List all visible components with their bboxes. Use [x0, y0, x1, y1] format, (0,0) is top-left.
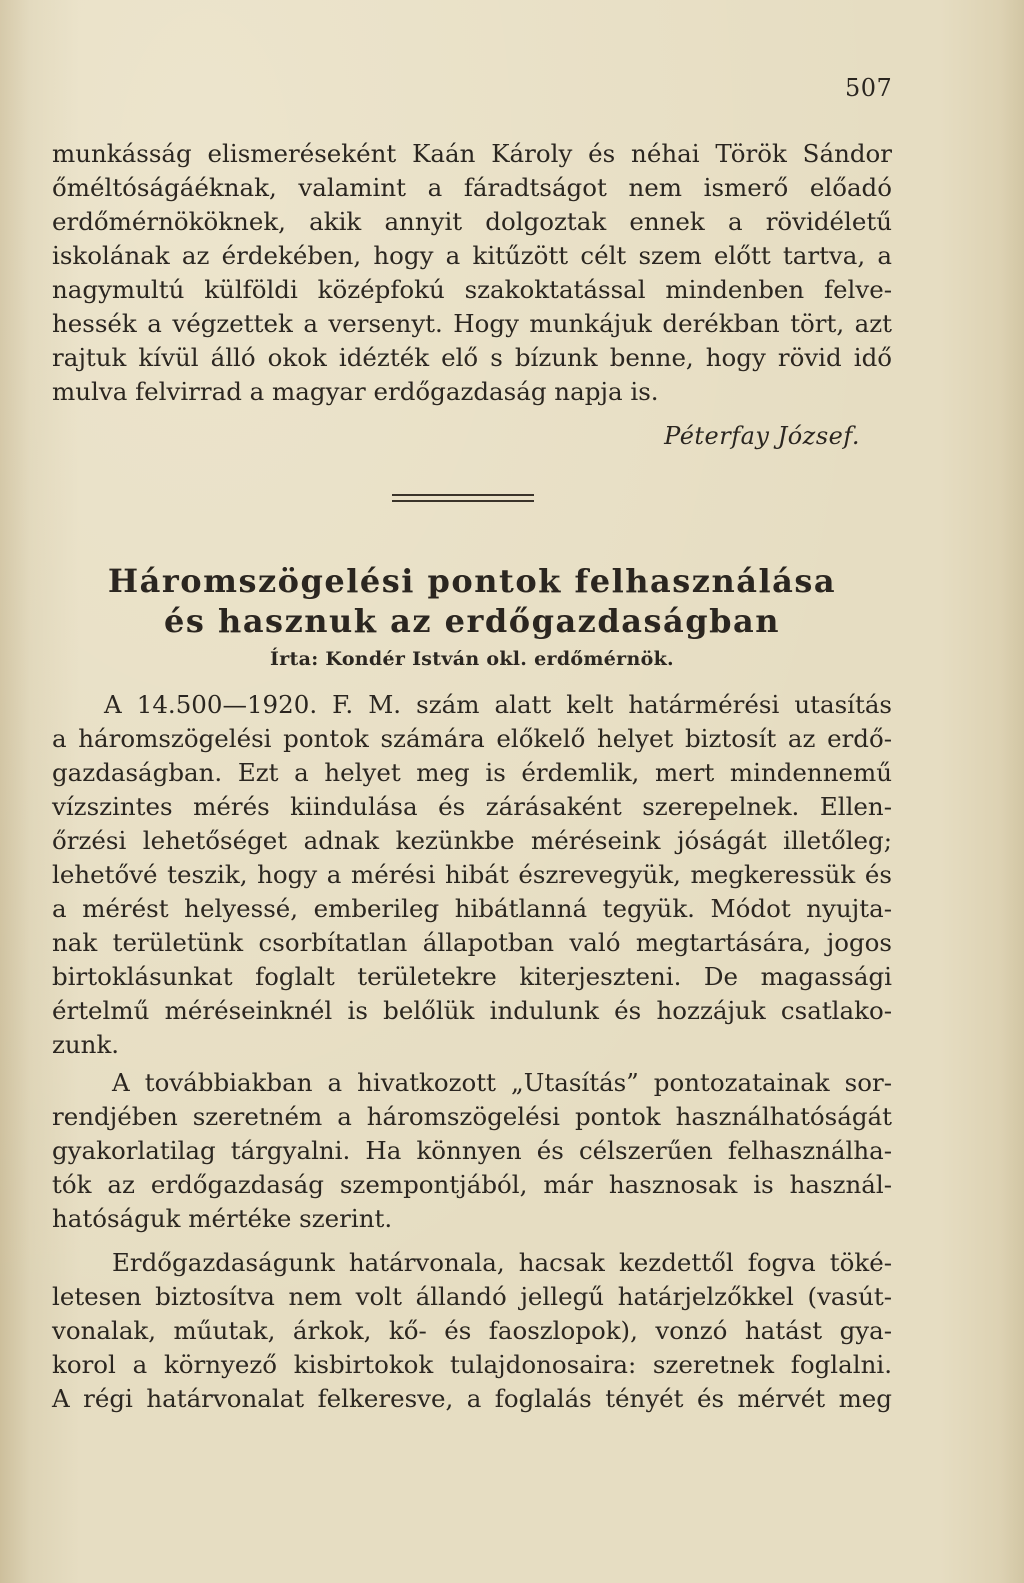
- text-line: hatóságuk mértéke szerint.: [52, 1204, 393, 1233]
- text-line: Erdőgazdaságunk határvonala, hacsak kezdettől fogva töké-: [112, 1248, 892, 1277]
- text-line: őméltóságáéknak, valamint a fáradtságot nem ismerő előadó: [52, 173, 892, 202]
- text-line: zunk.: [52, 1030, 120, 1059]
- text-line: nak területünk csorbítatlan állapotban való megtartására, jogos: [52, 928, 892, 957]
- text-line: birtoklásunkat foglalt területekre kiterjeszteni. De magassági: [52, 962, 892, 991]
- text-line: hessék a végzettek a versenyt. Hogy munkájuk derékban tört, azt: [52, 309, 892, 338]
- text-line: vonalak, műutak, árkok, kő- és faoszlopok), vonzó hatást gya-: [52, 1316, 892, 1345]
- text-line: erdőmérnököknek, akik annyit dolgoztak ennek a rövidéletű: [52, 207, 892, 236]
- text-line: korol a környező kisbirtokok tulajdonosaira: szeretnek foglalni.: [52, 1350, 892, 1379]
- text-line: vízszintes mérés kiindulása és zárásaként szerepelnek. Ellen-: [52, 792, 892, 821]
- article-paragraph-2: [52, 1066, 892, 1236]
- text-line: iskolának az érdekében, hogy a kitűzött célt szem előtt tartva, a: [52, 241, 892, 270]
- text-line: A 14.500—1920. F. M. szám alatt kelt határmérési utasítás: [104, 690, 892, 719]
- text-line: gyakorlatilag tárgyalni. Ha könnyen és célszerűen felhasználha-: [52, 1136, 892, 1165]
- article-title-line-1: Háromszögelési pontok felhasználása: [107, 562, 837, 600]
- article-paragraph-3: [52, 1246, 892, 1416]
- text-line: a mérést helyessé, emberileg hibátlanná tegyük. Módot nyujta-: [52, 894, 892, 923]
- text-line: A továbbiakban a hivatkozott „Utasítás” pontozatainak sor-: [112, 1068, 892, 1097]
- text-line: tók az erdőgazdaság szempontjából, már hasznosak is használ-: [52, 1170, 892, 1199]
- text-line: gazdaságban. Ezt a helyet meg is érdemlik, mert mindennemű: [52, 758, 892, 787]
- article-byline: Írta: Kondér István okl. erdőmérnök.: [270, 648, 674, 670]
- text-line: nagymultú külföldi középfokú szakoktatással mindenben felve-: [52, 275, 892, 304]
- text-line: lehetővé teszik, hogy a mérési hibát észrevegyük, megkeressük és: [52, 860, 892, 889]
- section-divider: [392, 494, 534, 502]
- intro-paragraph: [52, 137, 892, 409]
- text-line: őrzési lehetőséget adnak kezünkbe méréseink jóságát illetőleg;: [52, 826, 892, 855]
- text-line: rendjében szeretném a háromszögelési pontok használhatóságát: [52, 1102, 892, 1131]
- text-line: a háromszögelési pontok számára előkelő helyet biztosít az erdő-: [52, 724, 892, 753]
- text-line: mulva felvirrad a magyar erdőgazdaság napja is.: [52, 377, 659, 406]
- text-line: A régi határvonalat felkeresve, a foglalás tényét és mérvét meg: [52, 1384, 892, 1413]
- text-line: letesen biztosítva nem volt állandó jellegű határjelzőkkel (vasút-: [52, 1282, 892, 1311]
- article-title-line-2: és hasznuk az erdőgazdaságban: [164, 602, 780, 640]
- page-number: 507: [845, 74, 893, 102]
- text-line: értelmű méréseinknél is belőlük indulunk és hozzájuk csatlako-: [52, 996, 892, 1025]
- text-line: rajtuk kívül álló okok idézték elő s bízunk benne, hogy rövid idő: [52, 343, 892, 372]
- article-paragraph-1: [52, 688, 892, 1062]
- author-signature: Péterfay József.: [664, 422, 860, 450]
- text-line: munkásság elismeréseként Kaán Károly és néhai Török Sándor: [52, 139, 892, 168]
